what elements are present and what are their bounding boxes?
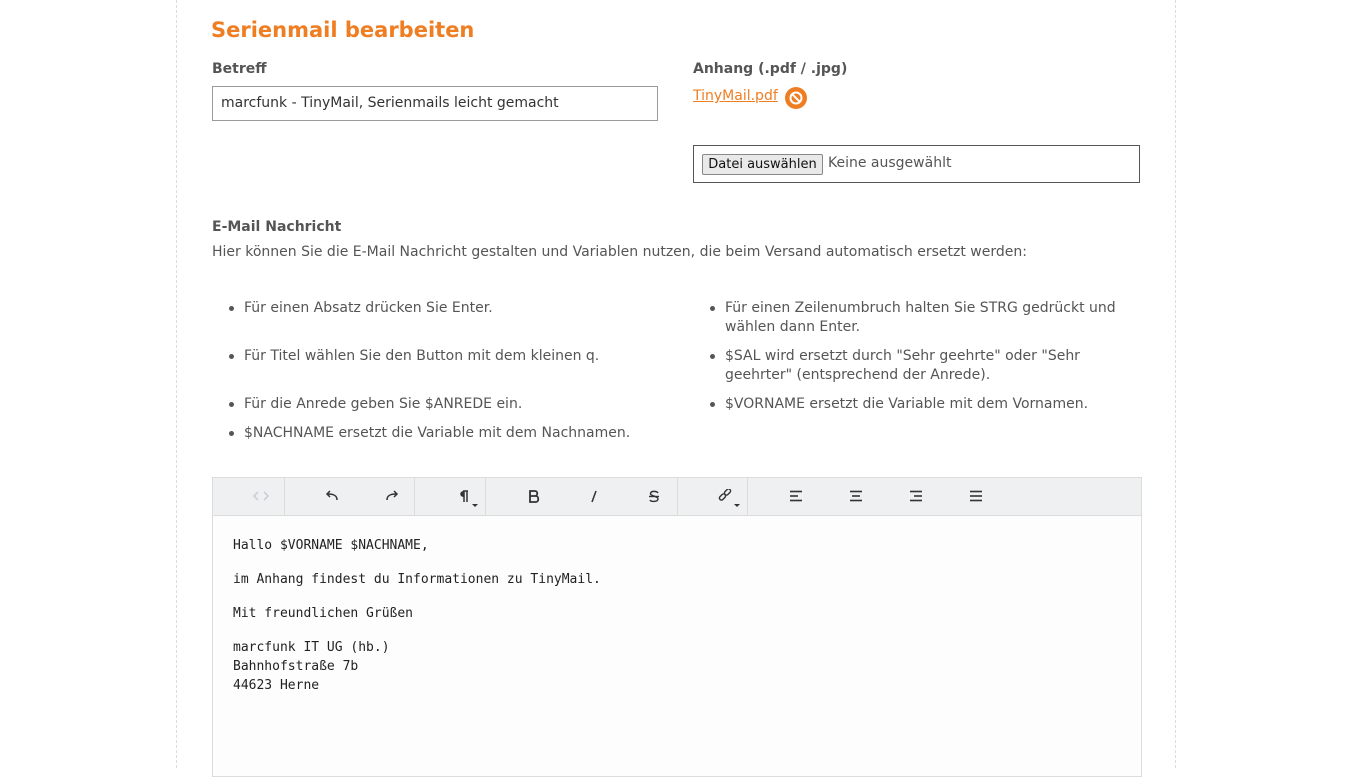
- file-status-text: Keine ausgewählt: [828, 155, 952, 171]
- align-right-icon[interactable]: [901, 484, 931, 508]
- align-center-icon[interactable]: [841, 484, 871, 508]
- signature-line: Bahnhofstraße 7b: [233, 659, 359, 674]
- message-description: Hier können Sie die E-Mail Nachricht gestalten und Variablen nutzen, die beim Versand automatisch ersetzt werden:: [212, 244, 1027, 260]
- editor-content[interactable]: [233, 536, 1121, 710]
- undo-icon[interactable]: [317, 484, 347, 508]
- body-line: im Anhang findest du Informationen zu TinyMail.: [233, 572, 601, 587]
- strikethrough-icon[interactable]: [639, 484, 669, 508]
- rich-text-editor: [212, 477, 1142, 777]
- paragraph-style-icon[interactable]: [448, 484, 478, 508]
- signature-line: 44623 Herne: [233, 678, 320, 693]
- list-item: Für einen Zeilenumbruch halten Sie STRG gedrückt und wählen dann Enter.: [693, 299, 1143, 337]
- message-label: E-Mail Nachricht: [212, 219, 342, 235]
- list-item: $NACHNAME ersetzt die Variable mit dem Nachnamen.: [212, 424, 672, 443]
- subject-label: Betreff: [212, 61, 267, 77]
- greeting-line: Hallo $VORNAME $NACHNAME,: [233, 538, 429, 553]
- italic-icon[interactable]: [579, 484, 609, 508]
- signature: [233, 638, 1121, 695]
- bold-icon[interactable]: [519, 484, 549, 508]
- list-item: Für die Anrede geben Sie $ANREDE ein.: [212, 395, 672, 414]
- link-icon[interactable]: [710, 484, 740, 508]
- editor-toolbar: [213, 478, 1141, 516]
- list-item: Für Titel wählen Sie den Button mit dem kleinen q.: [212, 347, 672, 366]
- align-justify-icon[interactable]: [961, 484, 991, 508]
- align-left-icon[interactable]: [781, 484, 811, 508]
- attachment-label: Anhang (.pdf / .jpg): [693, 61, 848, 77]
- file-upload-field: [693, 145, 1140, 183]
- no-sign-icon[interactable]: [785, 87, 807, 109]
- list-item: $SAL wird ersetzt durch "Sehr geehrte" oder "Sehr geehrter" (entsprechend der Anrede).: [693, 347, 1143, 385]
- signature-line: marcfunk IT UG (hb.): [233, 640, 390, 655]
- choose-file-button[interactable]: Datei auswählen: [702, 154, 823, 175]
- closing-line: Mit freundlichen Grüßen: [233, 606, 414, 621]
- attachment-file-link[interactable]: TinyMail.pdf: [693, 88, 778, 104]
- redo-icon[interactable]: [377, 484, 407, 508]
- code-view-icon[interactable]: [246, 484, 276, 508]
- list-item: Für einen Absatz drücken Sie Enter.: [212, 299, 672, 318]
- subject-input[interactable]: marcfunk - TinyMail, Serienmails leicht gemacht: [212, 86, 658, 121]
- page-title: Serienmail bearbeiten: [211, 18, 475, 42]
- list-item: $VORNAME ersetzt die Variable mit dem Vornamen.: [693, 395, 1143, 414]
